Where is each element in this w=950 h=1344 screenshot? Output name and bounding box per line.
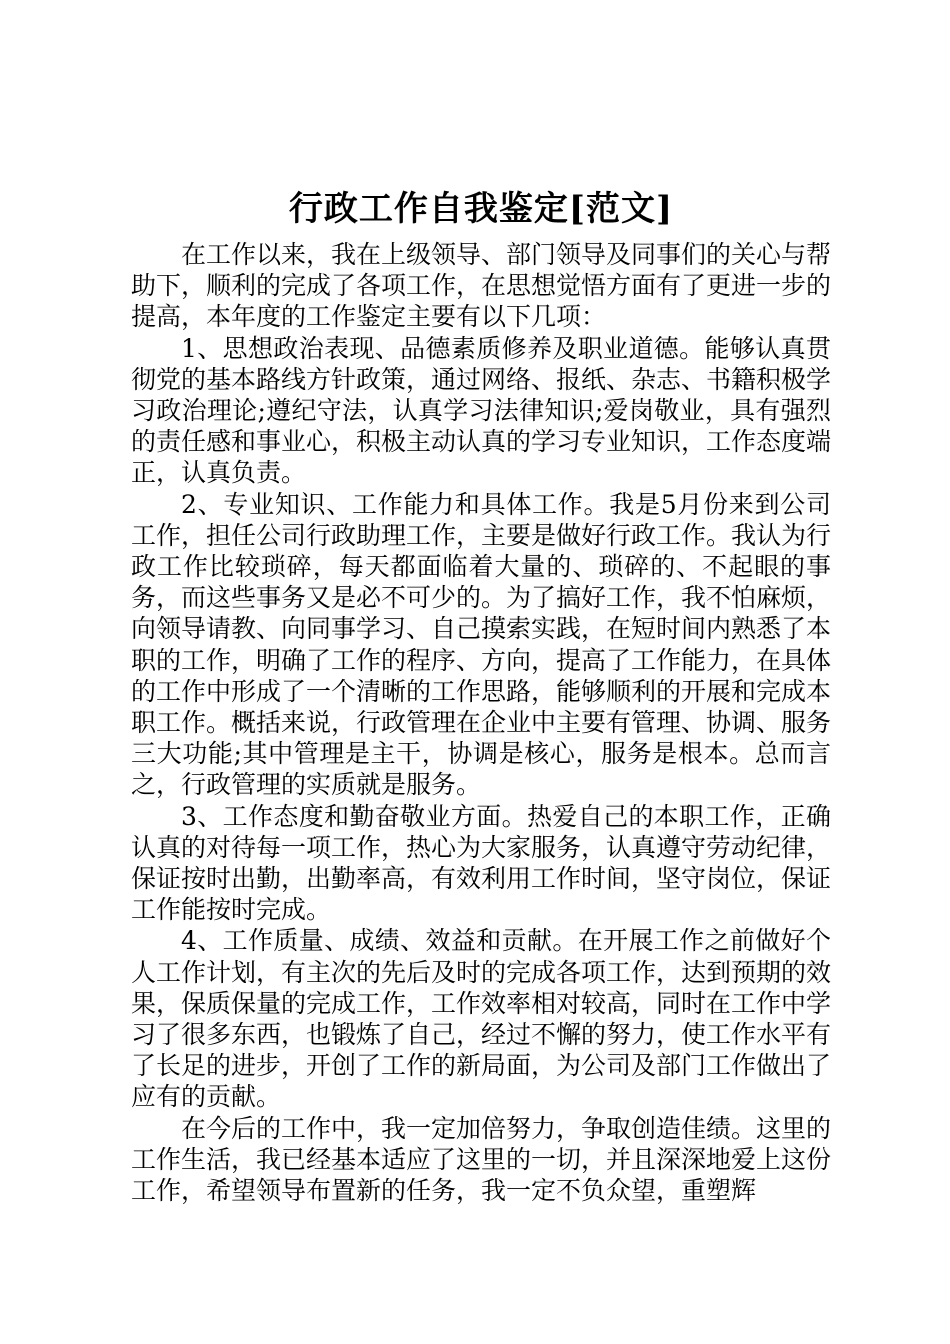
document-title: 行政工作自我鉴定[范文] bbox=[288, 189, 674, 229]
paragraph-work-quality: 4、工作质量、成绩、效益和贡献。在开展工作之前做好个人工作计划，有主次的先后及时的完成各项工作，达到预期的效果，保质保量的完成工作，工作效率相对较高，同时在工作中学习了很多东西，也锻炼了自己，经过不懈的努力，使工作水平有了长足的进步，开创了工作的新局面，为公司及部门工作做出了应有的贡献。 bbox=[131, 926, 832, 1112]
paragraph-future-plan: 在今后的工作中，我一定加倍努力，争取创造佳绩。这里的工作生活，我已经基本适应了这里的一切，并且深深地爱上这份工作，希望领导布置新的任务，我一定不负众望，重塑辉 bbox=[131, 1113, 832, 1206]
paragraph-intro: 在工作以来，我在上级领导、部门领导及同事们的关心与帮助下，顺利的完成了各项工作，在思想觉悟方面有了更进一步的提高，本年度的工作鉴定主要有以下几项： bbox=[131, 240, 832, 332]
paragraph-political-performance: 1、思想政治表现、品德素质修养及职业道德。能够认真贯彻党的基本路线方针政策，通过网络、报纸、杂志、书籍积极学习政治理论;遵纪守法，认真学习法律知识;爱岗敬业，具有强烈的责任感和事业心，积极主动认真的学习专业知识，工作态度端正，认真负责。 bbox=[131, 333, 832, 488]
paragraph-professional-ability: 2、专业知识、工作能力和具体工作。我是5月份来到公司工作，担任公司行政助理工作，主要是做好行政工作。我认为行政工作比较琐碎，每天都面临着大量的、琐碎的、不起眼的事务，而这些事务又是必不可少的。为了搞好工作，我不怕麻烦，向领导请教、向同事学习、自己摸索实践，在短时间内熟悉了本职的工作，明确了工作的程序、方向，提高了工作能力，在具体的工作中形成了一个清晰的工作思路，能够顺利的开展和完成本职工作。概括来说，行政管理在企业中主要有管理、协调、服务三大功能;其中管理是主干，协调是核心，服务是根本。总而言之，行政管理的实质就是服务。 bbox=[131, 489, 832, 800]
paragraph-work-attitude: 3、工作态度和勤奋敬业方面。热爱自己的本职工作，正确认真的对待每一项工作，热心为大家服务，认真遵守劳动纪律，保证按时出勤，出勤率高，有效利用工作时间，坚守岗位，保证工作能按时完成。 bbox=[131, 801, 832, 925]
document-page bbox=[131, 183, 831, 1206]
